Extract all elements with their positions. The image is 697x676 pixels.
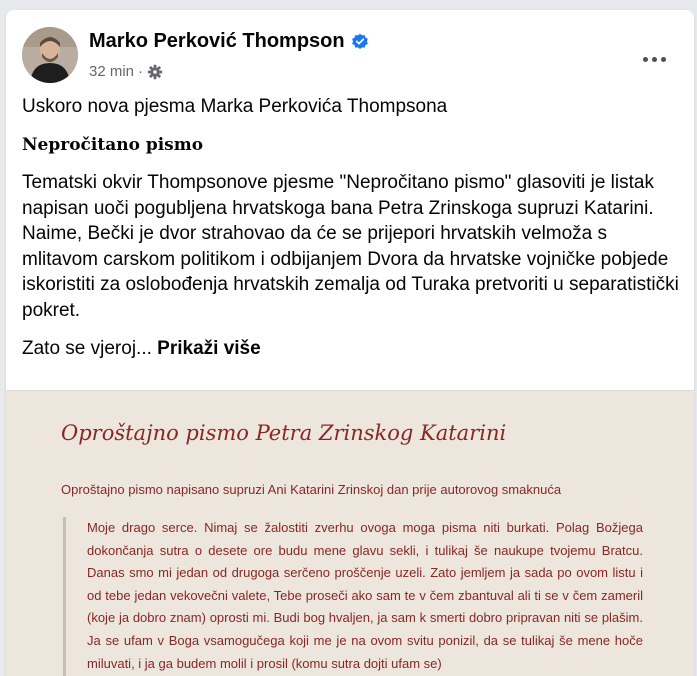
show-more-link[interactable]: Prikaži više [157,338,261,359]
truncated-text: Zato se vjeroj... [22,338,152,359]
letter-quote-text: Moje drago serce. Nimaj se žalostiti zverhu ovoga moga pisma niti burkati. Polag Božjega dokončanja sutra o desete ore budu mene glavu sekli, i tulikaj še naukupe tvojemu Bratcu. Danas smo mi jedan od drugoga serčeno proščenje uzeli. Zato jemljem ja sada po ovom listu i od tebe jedan vekovečni valete, Tebe proseči ako sam te v čem zbantuval ali ti se v čem zameril (koje ja dobro znam) oprosti mi. Budi bog hvaljen, ja sam k smerti dobro pripravan niti se plašim. Ja se ufam v Boga vsamogučega koji me je na ovom svitu ponizil, da se tulikaj še mene hoče miluvati, i ja ga budem molil i prosil (komu sutra dojti ufam se) [87,520,643,671]
author-name[interactable] [89,30,369,53]
post-meta [89,63,163,80]
post-paragraph: Tematski okvir Thompsonove pjesme "Nepročitano pismo" glasoviti je listak napisan uoči pogubljena hrvatskoga bana Petra Zrinskoga supruzi Katarini. Naime, Bečki je dvor strahovao da će se prijepori hrvatskih velmoža s mlitavom carskom politikom i odbijanjem Dvora da hrvatske vojničke pobjede iskoristiti za oslobođenja hrvatskih zemalja od Turaka pretvoriti u separatistički pokret. [22,172,679,321]
letter-title: Oproštajno pismo Petra Zrinskog Katarini [61,421,507,445]
author-name-text[interactable]: Marko Perković Thompson [89,30,345,52]
post-intro: Uskoro nova pjesma Marka Perkovića Thompsona [22,96,448,117]
post-text [22,94,680,362]
gear-icon[interactable] [147,64,163,80]
meta-separator: · [138,63,144,80]
letter-subtitle: Oproštajno pismo napisano supruzi Ani Katarini Zrinskoj dan prije autorovog smaknuća [61,482,562,497]
post-image[interactable] [6,390,694,676]
post-time[interactable]: 32 min [89,63,135,80]
verified-badge-icon [351,33,369,51]
more-options-icon[interactable] [636,41,672,77]
post-truncated-line [22,336,680,362]
post-title: Nepročitano pismo [22,135,204,155]
letter-quote [63,517,643,676]
post-header [22,27,678,87]
post-card [6,10,694,676]
author-avatar[interactable] [22,27,78,83]
